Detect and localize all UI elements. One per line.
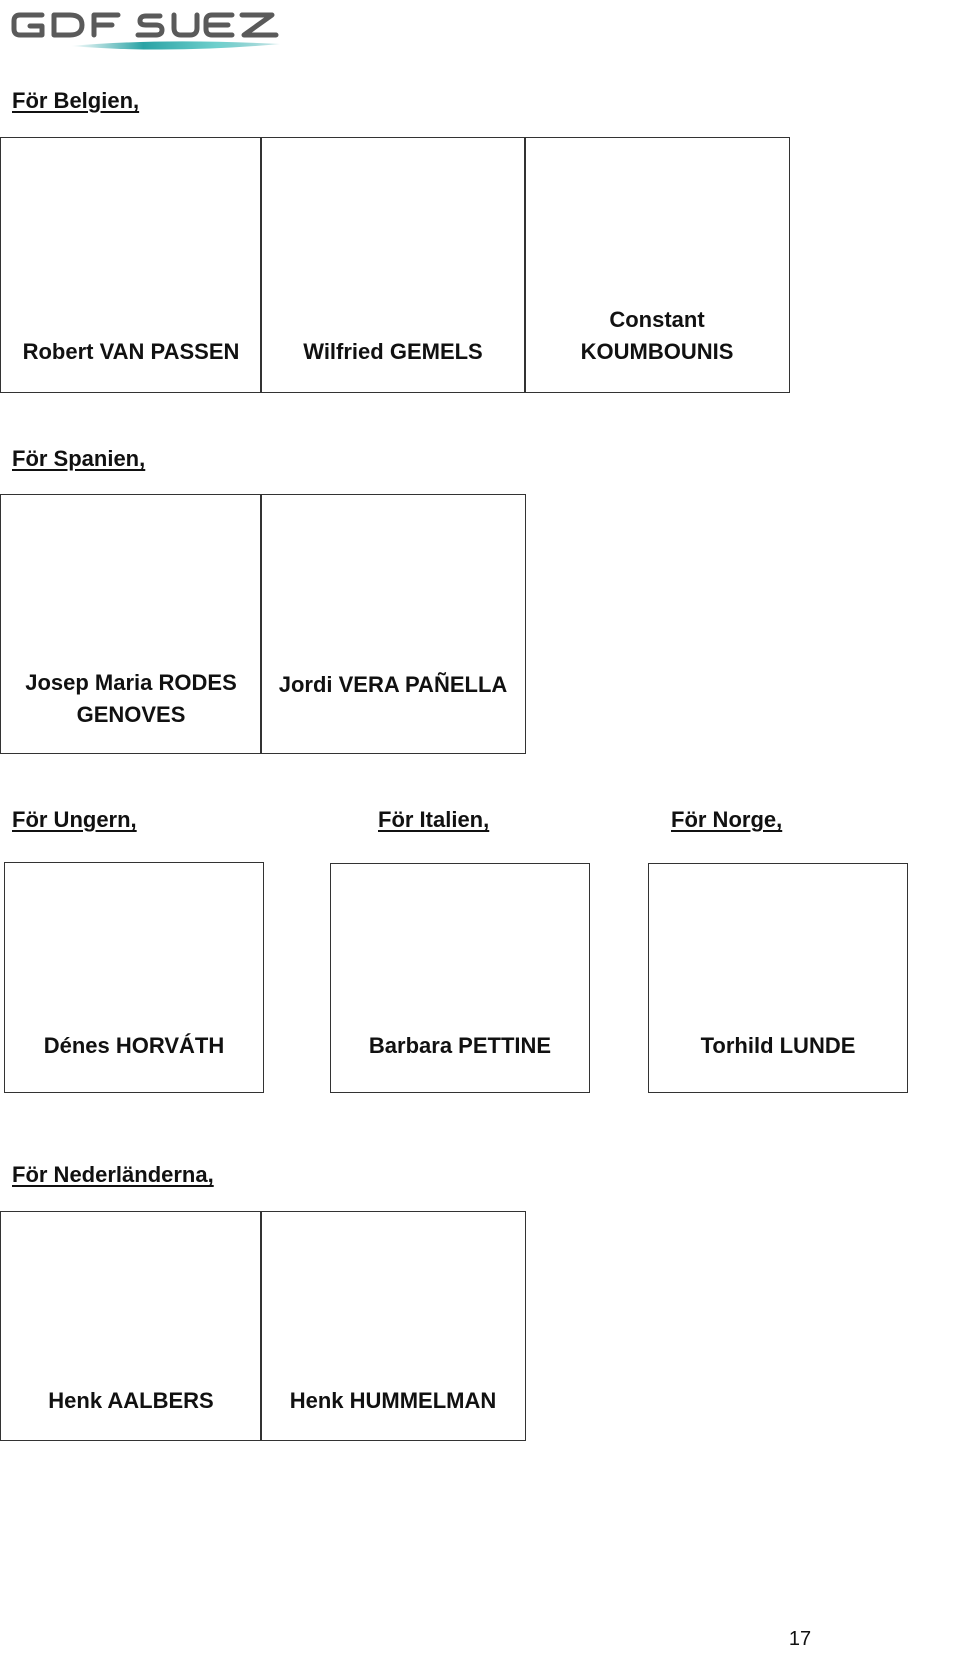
signature-box	[260, 137, 526, 393]
signatory-name: Robert VAN PASSEN	[22, 339, 240, 364]
signatory-name: Henk HUMMELMAN	[289, 1388, 497, 1413]
signatory-name: Wilfried GEMELS	[303, 339, 483, 364]
signature-box	[330, 863, 590, 1093]
section-heading-netherlands: För Nederländerna,	[12, 1162, 214, 1187]
signatory-name: Torhild LUNDE	[700, 1033, 856, 1058]
signature-box	[260, 494, 526, 754]
section-heading-hungary: För Ungern,	[12, 807, 137, 832]
signatory-name: Josep Maria RODES GENOVES	[25, 670, 237, 727]
signatory-name: Barbara PETTINE	[368, 1033, 552, 1058]
signatory-name: Constant KOUMBOUNIS	[580, 307, 734, 364]
signatory-name: Jordi VERA PAÑELLA	[278, 672, 508, 697]
signature-box	[648, 863, 908, 1093]
section-heading-italy: För Italien,	[378, 807, 490, 832]
signatory-name: Henk AALBERS	[48, 1388, 214, 1413]
gdf-suez-logo	[10, 8, 295, 58]
signature-box	[0, 494, 262, 754]
signature-box	[0, 137, 262, 393]
section-heading-belgium: För Belgien,	[12, 88, 140, 113]
signature-box	[0, 1211, 262, 1441]
page-number: 17	[788, 1628, 812, 1650]
section-heading-spain: För Spanien,	[12, 446, 146, 471]
signatory-name: Dénes HORVÁTH	[43, 1033, 225, 1058]
signature-box	[260, 1211, 526, 1441]
signature-box	[4, 862, 264, 1093]
section-heading-norway: För Norge,	[671, 807, 783, 832]
signature-box	[524, 137, 790, 393]
